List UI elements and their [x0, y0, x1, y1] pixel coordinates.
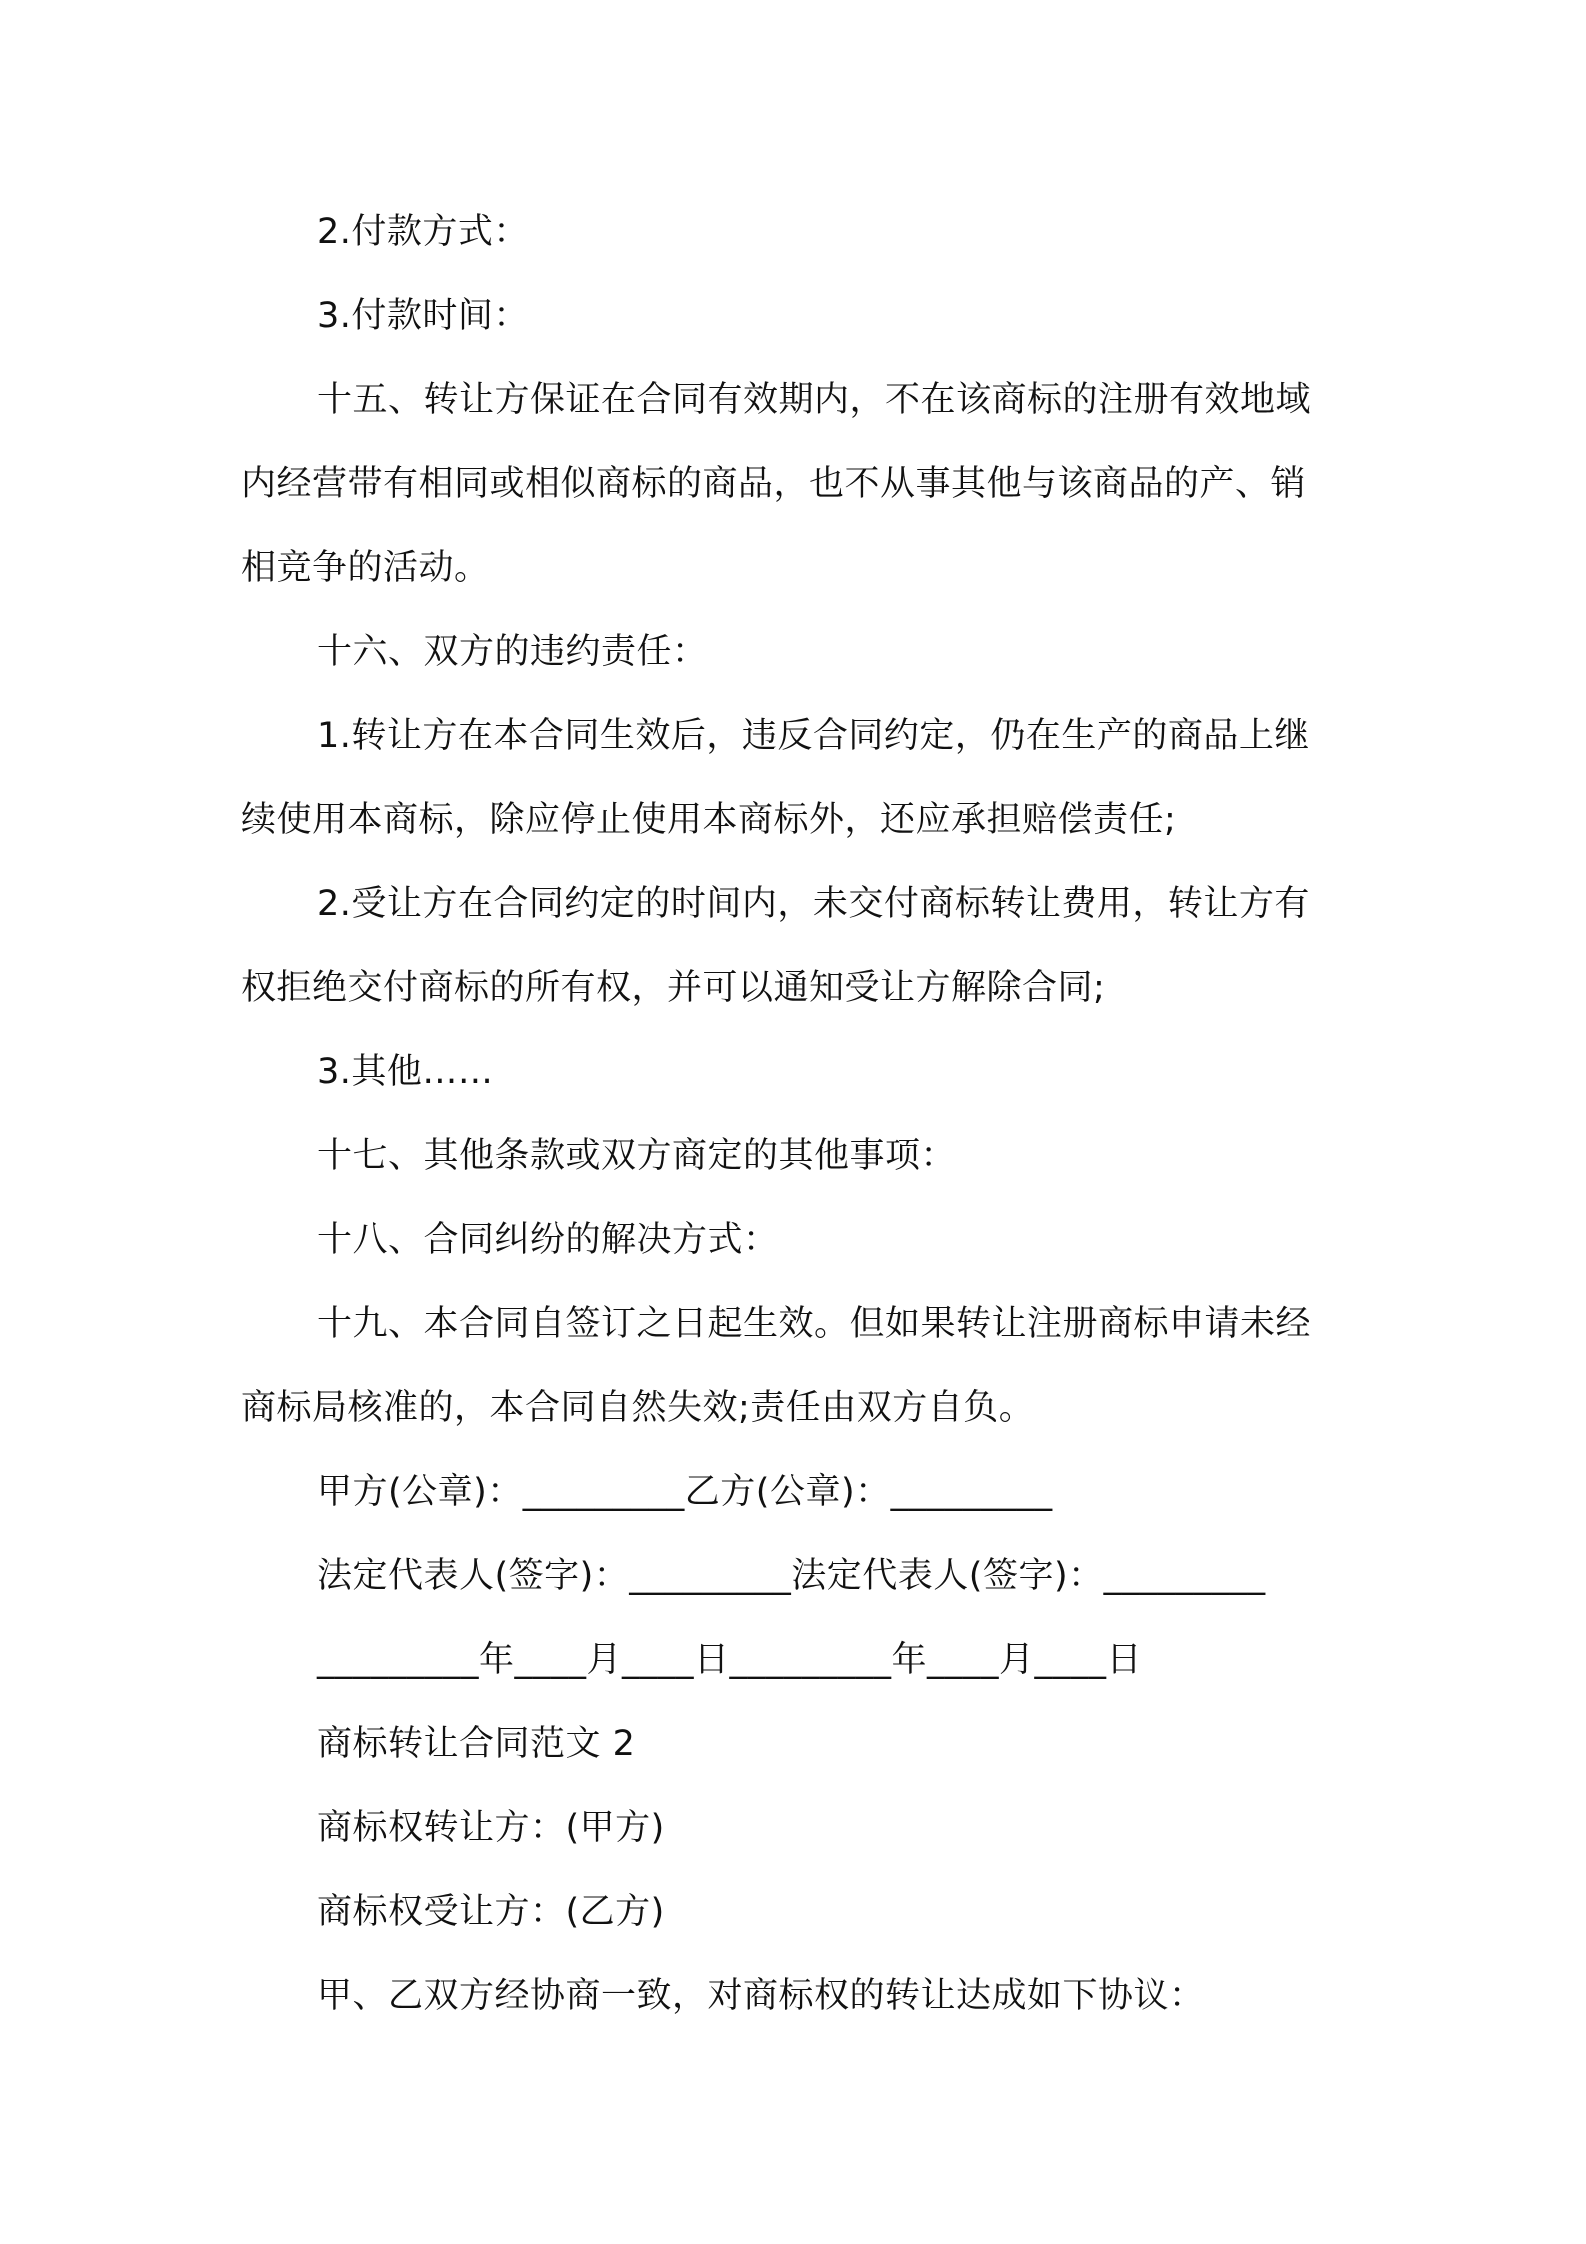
- text-line: 相竞争的活动。: [241, 548, 490, 588]
- signature-line: 甲方(公章)：_________乙方(公章)：_________: [317, 1472, 1053, 1512]
- text-line: 2.受让方在合同约定的时间内，未交付商标转让费用，转让方有: [317, 884, 1310, 924]
- text-line: 甲、乙双方经协商一致，对商标权的转让达成如下协议：: [317, 1976, 1205, 2016]
- text-line: 内经营带有相同或相似商标的商品，也不从事其他与该商品的产、销: [241, 464, 1307, 504]
- section-title: 商标转让合同范文 2: [317, 1724, 636, 1764]
- text-line: 十六、双方的违约责任：: [317, 632, 708, 672]
- text-line: 续使用本商标，除应停止使用本商标外，还应承担赔偿责任;: [241, 800, 1177, 840]
- text-line: 权拒绝交付商标的所有权，并可以通知受让方解除合同;: [241, 968, 1106, 1008]
- text-line: 十九、本合同自签订之日起生效。但如果转让注册商标申请未经: [317, 1304, 1312, 1344]
- text-line: 十五、转让方保证在合同有效期内，不在该商标的注册有效地域: [317, 380, 1312, 420]
- text-line: 商标权转让方：(甲方): [317, 1808, 665, 1848]
- text-line: 3.其他……: [317, 1052, 494, 1092]
- text-line: 商标局核准的，本合同自然失效;责任由双方自负。: [241, 1388, 1035, 1428]
- date-line: _________年____月____日_________年____月____日: [317, 1640, 1143, 1680]
- signature-line: 法定代表人(签字)：_________法定代表人(签字)：_________: [317, 1556, 1266, 1596]
- text-line: 十七、其他条款或双方商定的其他事项：: [317, 1136, 957, 1176]
- document-body: [241, 190, 1351, 2038]
- text-line: 商标权受让方：(乙方): [317, 1892, 665, 1932]
- text-line: 2.付款方式：: [317, 212, 529, 252]
- text-line: 3.付款时间：: [317, 296, 529, 336]
- text-line: 1.转让方在本合同生效后，违反合同约定，仍在生产的商品上继: [317, 716, 1310, 756]
- text-line: 十八、合同纠纷的解决方式：: [317, 1220, 779, 1260]
